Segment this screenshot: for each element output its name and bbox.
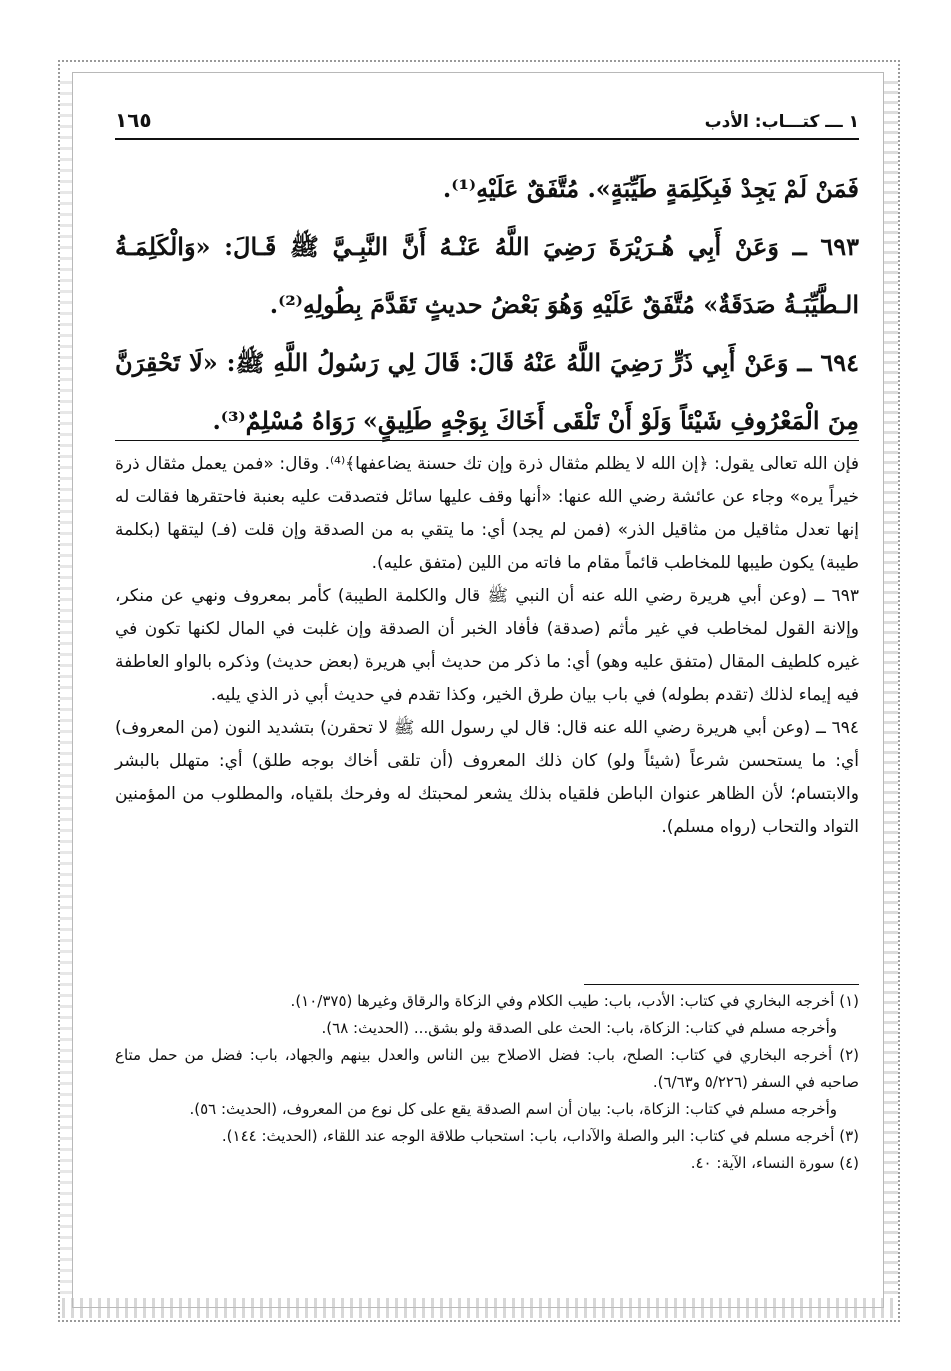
hadith-693: ٦٩٣ ــ وَعَنْ أَبِي هُـرَيْرَةَ رَضِيَ اللَّهُ عَنْـهُ أَنَّ النَّبِـيَّ ﷺ قَـالَ: «وَالْكَلِمَـةُ الـطَّيِّبَـةُ صَدَقَةٌ» مُتَّفَقٌ عَلَيْهِ وَهُوَ بَعْضُ حديثٍ تَقَدَّمَ بِطُولِهِ⁽²⁾. bbox=[115, 232, 859, 319]
footnotes bbox=[115, 988, 859, 1177]
footnote-3: (٣) أخرجه مسلم في كتاب: البر والصلة والآداب، باب: استحباب طلاقة الوجه عند اللقاء، (الحديث: ١٤٤). bbox=[221, 1127, 859, 1145]
footnote-2: (٢) أخرجه البخاري في كتاب: الصلح، باب: فضل الاصلاح بين الناس والعدل بينهم والجهاد، باب: فضل من حمل متاع صاحبه في السفر (٥/٢٢٦ و٦/٦٣). bbox=[115, 1046, 859, 1091]
page-header bbox=[115, 98, 859, 132]
hadith-694: ٦٩٤ ــ وَعَنْ أَبِي ذَرٍّ رَضِيَ اللَّهُ عَنْهُ قَالَ: قَالَ لِي رَسُولُ اللَّهِ ﷺ: «لَا تَحْقِرَنَّ مِنَ الْمَعْرُوفِ شَيْئاً وَلَوْ أَنْ تَلْقَى أَخَاكَ بِوَجْهٍ طَلِيقٍ» رَوَاهُ مُسْلِمٌ⁽³⁾. bbox=[115, 348, 859, 435]
commentary-693: ٦٩٣ ــ (وعن أبي هريرة رضي الله عنه أن النبي ﷺ قال والكلمة الطيبة) كأمر بمعروف ونهي عن منكر، وإلانة القول لمخاطب في غير مأثم (صدقة) فأفاد الخبر أن الصدقة وإن غلبت في المال لكنها تكون في غيره كلطيف المقال (متفق عليه وهو) أي: ما ذكر من حديث أبي هريرة (بعض حديث) وذكره بالواو العاطفة فيه إيماء لذلك (تقدم بطوله) في باب بيان طرق الخير، وكذا تقدم في حديث أبي ذر الذي يليه. bbox=[115, 586, 859, 705]
commentary-694: ٦٩٤ ــ (وعن أبي هريرة رضي الله عنه قال: قال لي رسول الله ﷺ لا تحقرن) بتشديد النون (من المعروف) أي: ما يستحسن شرعاً (شيئاً ولو) كان ذلك المعروف (أن تلقى أخاك بوجه طلق) أي: متهلل بالبشر والابتسام؛ لأن الظاهر عنوان الباطن فلقياه بذلك يشعر لمحبتك له وفرحك بلقياه، والمطلوب من المؤمنين التواد والتحاب (رواه مسلم). bbox=[115, 718, 859, 837]
hadith-text bbox=[115, 160, 859, 450]
ornamental-border-bottom bbox=[62, 1298, 896, 1318]
footnote-4: (٤) سورة النساء، الآية: ٤٠. bbox=[690, 1154, 859, 1172]
footnote-divider bbox=[584, 984, 859, 985]
footnote-1: (١) أخرجه البخاري في كتاب: الأدب، باب: طيب الكلام وفي الزكاة والرقاق وغيرها (١٠/٣٧٥). bbox=[290, 992, 859, 1010]
commentary-divider bbox=[115, 440, 859, 441]
hadith-line: فَمَنْ لَمْ يَجِدْ فَبِكَلِمَةٍ طَيِّبَةٍ». مُتَّفَقٌ عَلَيْهِ⁽¹⁾. bbox=[442, 174, 859, 203]
page-number: ١٦٥ bbox=[115, 108, 152, 132]
ornamental-border-left bbox=[60, 80, 72, 1294]
footnote-1-continued: وأخرجه مسلم في كتاب: الزكاة، باب: الحث على الصدقة ولو بشق... (الحديث: ٦٨). bbox=[321, 1019, 837, 1037]
commentary bbox=[115, 448, 859, 844]
commentary-paragraph: فإن الله تعالى يقول: ﴿إن الله لا يظلم مثقال ذرة وإن تك حسنة يضاعفها﴾⁽⁴⁾. وقال: «فمن يعمل مثقال ذرة خيراً يره» وجاء عن عائشة رضي الله عنها: «أنها وقف عليها سائل فتصدقت عليه بعنبة فاحتقرها فقالت له إنها تعدل مثاقيل من مثاقيل الذر» (فمن لم يجد) أي: ما يتقي به من الصدقة وإن قلت (فـ) ليتقها (بكلمة طيبة) يكون طيبها للمخاطب قائماً مقام ما فاته من اللين (متفق عليه). bbox=[115, 454, 859, 573]
header-rule bbox=[115, 138, 859, 140]
ornamental-border-right bbox=[884, 80, 898, 1294]
running-title: ١ ـــ كتـــاب: الأدب bbox=[704, 112, 859, 132]
footnote-2-continued: وأخرجه مسلم في كتاب: الزكاة، باب: بيان أن اسم الصدقة يقع على كل نوع من المعروف، (الحديث: ٥٦). bbox=[189, 1100, 837, 1118]
